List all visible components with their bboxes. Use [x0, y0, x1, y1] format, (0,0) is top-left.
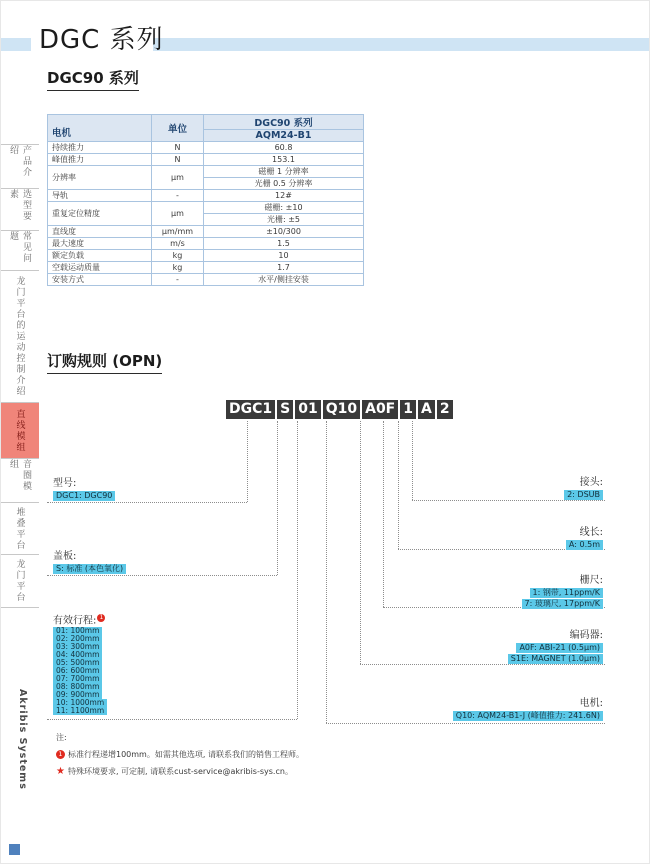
opn-group-title: 有效行程: 1: [53, 614, 107, 627]
opn-option: 2: DSUB: [564, 490, 603, 500]
spec-header-series: DGC90 系列: [204, 115, 364, 130]
opn-group-title: 栅尺:: [579, 575, 603, 586]
opn-connector-line: [360, 664, 605, 665]
opn-code-segment-cable: A: [418, 400, 435, 419]
opn-option: 1: 钢带, 11ppm/K: [530, 588, 603, 598]
opn-connector-line: [326, 723, 605, 724]
opn-option: 03: 300mm: [53, 643, 102, 651]
opn-group-title: 盖板:: [53, 551, 77, 562]
notes-section: [56, 732, 304, 777]
opn-connector-line: [412, 421, 413, 500]
opn-group-scale: [522, 575, 603, 609]
sidebar-item-voice-coil-module[interactable]: 音圈模组: [1, 458, 39, 502]
opn-group-title: 编码器:: [569, 630, 603, 641]
note-2: [56, 766, 304, 777]
opn-option: Q10: AQM24-B1-J (峰值推力: 241.6N): [453, 711, 603, 721]
opn-group-stroke: [53, 614, 107, 715]
header-accent-bar-right: [153, 38, 650, 51]
opn-connector-line: [47, 575, 277, 576]
opn-option: 7: 玻璃尺, 17ppm/K: [522, 599, 603, 609]
section-title-opn: 订购规则 (OPN): [47, 350, 162, 374]
opn-option: S1E: MAGNET (1.0μm): [508, 654, 603, 664]
opn-connector-line: [277, 421, 278, 575]
opn-option: 04: 400mm: [53, 651, 102, 659]
opn-connector-line: [47, 502, 247, 503]
opn-connector-line: [47, 719, 297, 720]
table-row: 最大速度 m/s 1.5: [48, 238, 364, 250]
opn-option: 10: 1000mm: [53, 699, 107, 707]
brand-vertical-text: Akribis Systems: [17, 689, 28, 790]
sidebar-item-faq[interactable]: 常见问题: [1, 230, 39, 270]
table-row: 空载运动质量 kg 1.7: [48, 262, 364, 274]
table-row: 持续推力 N 60.8: [48, 142, 364, 154]
opn-connector-line: [247, 421, 248, 502]
table-row: 额定负载 kg 10: [48, 250, 364, 262]
spec-header-unit: 单位: [152, 115, 204, 142]
opn-connector-line: [360, 421, 361, 664]
opn-group-model: [53, 478, 115, 501]
table-row: 分辨率 μm 磁栅 1 分辨率: [48, 166, 364, 178]
opn-option: 08: 800mm: [53, 683, 102, 691]
note-2-text: 特殊环境要求, 可定制, 请联系cust-service@akribis-sys.cn。: [67, 767, 293, 776]
note-2-star-marker: ★: [56, 766, 65, 777]
opn-option: A0F: ABI-21 (0.5μm): [516, 643, 603, 653]
page-title: DGC 系列: [39, 25, 164, 55]
opn-code-segment-connector: 2: [437, 400, 453, 419]
footer-logo-square: [9, 844, 20, 855]
table-row: 光栅 0.5 分辨率: [48, 178, 364, 190]
sidebar-item-linear-module[interactable]: 直线模组: [1, 402, 39, 458]
opn-code-segment-motor: Q10: [323, 400, 360, 419]
sidebar: [1, 144, 39, 608]
spec-header-model: AQM24-B1: [204, 130, 364, 142]
opn-option: 05: 500mm: [53, 659, 102, 667]
note-1-marker: 1: [56, 750, 65, 759]
opn-group-title: 型号:: [53, 478, 77, 489]
header-accent-bar-left: [1, 38, 31, 51]
sidebar-item-gantry-motion-control[interactable]: 龙门平台的运动控制介绍: [1, 270, 39, 402]
opn-option: 06: 600mm: [53, 667, 102, 675]
opn-code-segment-stroke: 01: [295, 400, 320, 419]
opn-code-row: [226, 400, 453, 419]
opn-code-segment-model: DGC1: [226, 400, 275, 419]
section-title-dgc90: DGC90 系列: [47, 67, 139, 91]
sidebar-item-selection[interactable]: 选型要素: [1, 188, 39, 230]
sidebar-item-gantry-stage[interactable]: 龙门平台: [1, 554, 39, 608]
table-row: 重复定位精度 μm 磁栅: ±10: [48, 202, 364, 214]
opn-group-cover: [53, 551, 126, 574]
opn-option: 07: 700mm: [53, 675, 102, 683]
note-1: [56, 749, 304, 760]
note-1-marker: 1: [97, 614, 105, 622]
opn-connector-line: [297, 421, 298, 719]
table-row: 峰值推力 N 153.1: [48, 154, 364, 166]
opn-connector-line: [398, 421, 399, 549]
opn-option: 02: 200mm: [53, 635, 102, 643]
opn-option: S: 标准 (本色氧化): [53, 564, 126, 574]
table-row: 导轨 - 12#: [48, 190, 364, 202]
opn-group-title: 电机:: [579, 698, 603, 709]
table-row: 安装方式 - 水平/侧挂安装: [48, 274, 364, 286]
notes-title: 注:: [56, 733, 67, 742]
opn-connector-line: [383, 421, 384, 607]
opn-option: 09: 900mm: [53, 691, 102, 699]
note-1-text: 标准行程递增100mm。如需其他选项, 请联系我们的销售工程师。: [68, 750, 304, 759]
table-row: 直线度 μm/mm ±10/300: [48, 226, 364, 238]
opn-group-title: 线长:: [579, 527, 603, 538]
opn-group-motor: [453, 698, 603, 721]
opn-group-encoder: [508, 630, 603, 664]
spec-header-motor: 电机: [48, 115, 152, 142]
opn-option: DGC1: DGC90: [53, 491, 115, 501]
opn-group-connector: [564, 477, 603, 500]
table-row: 光栅: ±5: [48, 214, 364, 226]
opn-group-title: 接头:: [579, 477, 603, 488]
sidebar-item-stacked-stage[interactable]: 堆叠平台: [1, 502, 39, 554]
opn-connector-line: [412, 500, 605, 501]
opn-code-segment-cover: S: [277, 400, 293, 419]
sidebar-item-product-intro[interactable]: 产品介绍: [1, 144, 39, 188]
opn-group-cable: [566, 527, 603, 550]
opn-connector-line: [326, 421, 327, 723]
opn-option: 11: 1100mm: [53, 707, 107, 715]
spec-table: [47, 114, 364, 286]
opn-option: 01: 100mm: [53, 627, 102, 635]
opn-option: A: 0.5m: [566, 540, 603, 550]
opn-code-segment-scale: 1: [400, 400, 416, 419]
opn-code-segment-encoder: A0F: [362, 400, 398, 419]
